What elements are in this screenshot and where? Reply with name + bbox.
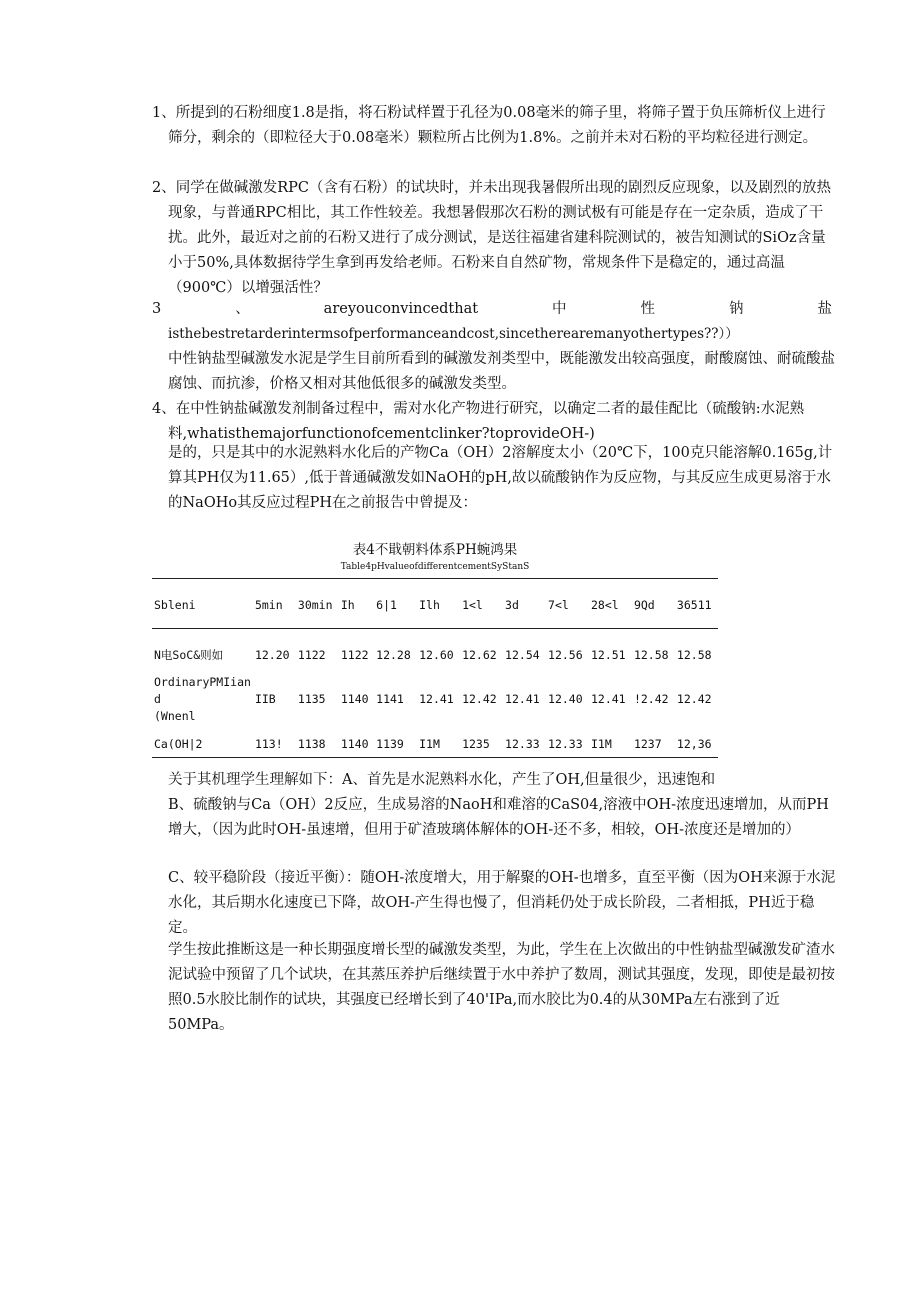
row-label: Ca(OH|2 — [154, 736, 203, 751]
header-cell: Ilh — [419, 598, 440, 612]
header-cell: 36511 — [676, 598, 712, 612]
table-cell: 12.51 — [590, 648, 626, 662]
p3-part: areyouconvincedthat — [323, 301, 479, 317]
table-row — [152, 672, 718, 726]
table-cell: 12.41 — [419, 692, 454, 706]
table-cell: 1237 — [633, 737, 662, 751]
table-cell: 12.54 — [505, 648, 540, 662]
p3-part: 性 — [640, 301, 656, 317]
paragraph-4: 4、在中性钠盐碱激发剂制备过程中，需对水化产物进行研究，以确定二者的最佳配比（硫酸钠:水泥熟料,whatisthemajorfunctionofcementclinker?toprovideOH-) — [152, 401, 805, 442]
header-cell: 6|1 — [376, 598, 397, 612]
p3-part: 中 — [552, 301, 567, 317]
paragraph-3-answer: 中性钠盐型碱激发水泥是学生目前所看到的碱激发剂类型中，既能激发出较高强度，耐酸腐蚀、耐硫酸盐腐蚀、而抗渗，价格又相对其他低很多的碱激发类型。 — [168, 351, 835, 392]
table-cell: 12.58 — [633, 648, 669, 662]
table-cell: 12.60 — [419, 648, 454, 662]
header-cell: 28<l — [590, 598, 619, 612]
header-cell: 1<l — [462, 598, 483, 612]
table-header-row — [152, 584, 718, 626]
header-cell: 5min — [254, 598, 283, 612]
table-cell: 1135 — [297, 692, 326, 706]
conclusion-paragraph: 学生按此推断这是一种长期强度增长型的碱激发类型，为此，学生在上次做出的中性钠盐型碱激发矿渣水泥试验中预留了几个试块，在其蒸压养护后继续置于水中养护了数周，测试其强度，发现，即使是最初按照0.5水胶比制作的试块，其强度已经增长到了40'IPa,而水胶比为0.4的从30MPa左右涨到了近50MPa。 — [168, 942, 835, 1033]
table-cell: 1235 — [462, 737, 490, 751]
mechanism-b: B、硫酸钠与Ca（OH）2反应，生成易溶的NaoH和难溶的CaS04,溶液中OH-浓度迅速增加，从而PH增大，（因为此时OH-虽速增，但用于矿渣玻璃体解体的OH-还不多，相较，OH-浓度还是增加的） — [168, 797, 829, 838]
table-caption: 表4不戢朝料体系PH蜿鸿果 — [352, 542, 518, 558]
table-cell: I1M — [590, 737, 612, 751]
table-cell: 12.33 — [505, 737, 540, 751]
table-cell: 113! — [254, 737, 283, 751]
table-cell: 12.33 — [548, 737, 583, 751]
table-cell: 12.56 — [548, 648, 583, 662]
table-cell: 12,36 — [676, 737, 712, 751]
header-cell: 9Qd — [633, 598, 655, 612]
p3-part: 钠 — [728, 301, 744, 317]
paragraph-3-spread-line — [152, 297, 832, 322]
table-cell: 1140 — [340, 737, 369, 751]
table-cell: 12.20 — [254, 648, 290, 662]
mechanism-c: C、较平稳阶段（接近平衡）：随OH-浓度增大，用于解聚的OH-也增多，直至平衡（因为OH来源于水泥水化，其后期水化速度已下降，故OH-产生得也慢了，但消耗仍处于成长阶段，二者相抵，PH近于稳定。 — [168, 870, 836, 936]
table-cell: 1122 — [340, 648, 369, 662]
table-cell: 12.42 — [462, 692, 497, 706]
table-top-rule — [152, 578, 718, 579]
table-subcaption: Table4pHvalueofdifferentcementSyStanS — [340, 562, 530, 572]
table-cell: 12.58 — [676, 648, 712, 662]
paragraph-3-english: isthebestretarderintermsofperformanceandcost,sincetherearemanyothertypes??）） — [168, 326, 739, 342]
p3-part: 盐 — [817, 301, 832, 317]
table-cell: !2.42 — [633, 692, 669, 706]
table-cell: 12.62 — [462, 648, 497, 662]
table-cell: 12.41 — [505, 692, 540, 706]
paragraph-4-answer: 是的，只是其中的水泥熟料水化后的产物Ca（OH）2溶解度太小（20℃下，100克只能溶解0.165g,计算其PH仅为11.65）,低于普通碱激发如NaOH的pH,故以硫酸钠作为反应物，与其反应生成更易溶于水的NaOHo其反应过程PH在之前报告中曾提及： — [168, 445, 833, 511]
header-cell: Sbleni — [154, 598, 196, 612]
table-row — [152, 638, 718, 672]
table-cell: 12.28 — [376, 648, 411, 662]
ph-table — [152, 584, 718, 762]
row-label: N电SoC&则如 — [154, 647, 224, 662]
paragraph-1: 1、所提到的石粉细度1.8是指，将石粉试样置于孔径为0.08毫米的筛子里，将筛子置于负压筛析仪上进行筛分，剩余的（即粒径大于0.08毫米）颗粒所占比例为1.8%。之前并未对石粉的平均粒径进行测定。 — [152, 105, 826, 146]
table-cell: 1141 — [376, 692, 404, 706]
row-label: OrdinaryPMIian d (Wnenl — [154, 674, 251, 723]
table-cell: 12.42 — [676, 692, 712, 706]
paragraph-2: 2、同学在做碱激发RPC（含有石粉）的试块时，并未出现我暑假所出现的剧烈反应现象，以及剧烈的放热现象，与普通RPC相比，其工作性较差。我想暑假那次石粉的测试极有可能是存在一定杂质，造成了干扰。此外，最近对之前的石粉又进行了成分测试，是送往福建省建科院测试的，被告知测试的SiOz含量小于50%,具体数据待学生拿到再发给老师。石粉来自自然矿物，常规条件下是稳定的，通过高温（900℃）以增强活性？ — [152, 180, 831, 296]
table-cell: 1122 — [297, 648, 326, 662]
table-row — [152, 726, 718, 762]
table-cell: 1139 — [376, 737, 404, 751]
header-cell: 7<l — [548, 598, 569, 612]
table-cell: 12.40 — [548, 692, 583, 706]
mechanism-intro: 关于其机理学生理解如下：A、首先是水泥熟料水化，产生了OH,但量很少，迅速饱和 — [168, 772, 716, 788]
table-cell: IIB — [254, 692, 276, 706]
table-cell: 12.41 — [590, 692, 626, 706]
table-spacer — [152, 626, 718, 638]
table-cell: 1140 — [340, 692, 369, 706]
header-cell: 3d — [505, 598, 519, 612]
header-cell: 30min — [297, 598, 333, 612]
p3-part: 3 — [152, 301, 162, 317]
table-cell: I1M — [419, 737, 440, 751]
table-cell: 1138 — [297, 737, 326, 751]
p3-part: 、 — [235, 301, 250, 317]
header-cell: Ih — [340, 598, 355, 612]
